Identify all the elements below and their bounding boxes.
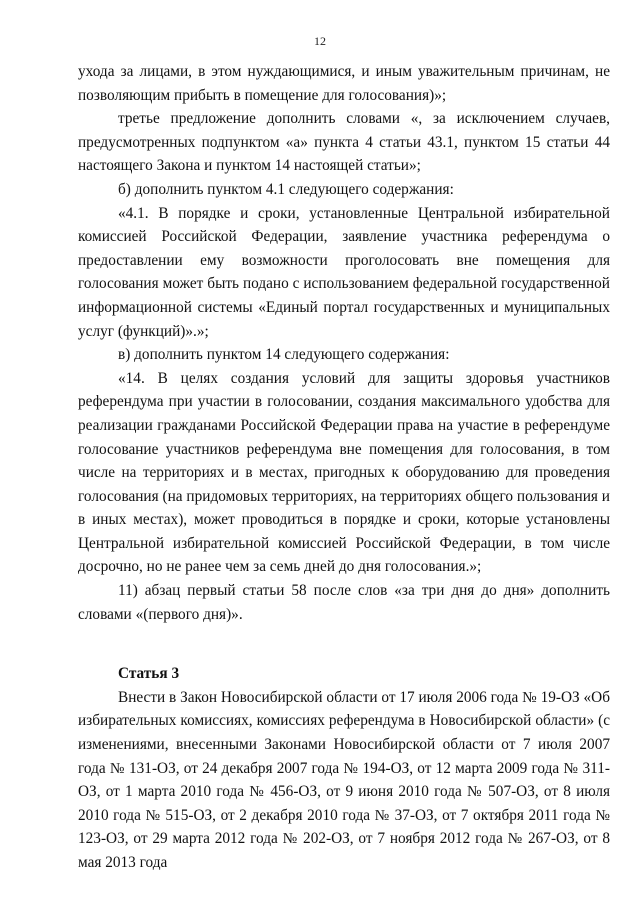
page-number: 12 [314, 34, 326, 48]
paragraph-item-b: б) дополнить пунктом 4.1 следующего содержания: [118, 180, 454, 198]
paragraph-clause-4-1: «4.1. В порядке и сроки, установленные Центральной избирательной комиссией Российской Федерации, заявление участника референдума о предоставлении ему возможности проголосовать вне помещения для голосования может быть подано с использованием федеральной государственной информационной системы «Единый портал государственных и муниципальных услуг (функций)».»; [78, 204, 610, 340]
paragraph-article-3: Внести в Закон Новосибирской области от 17 июля 2006 года № 19-ОЗ «Об избирательных комиссиях, комиссиях референдума в Новосибирской области» (с изменениями, внесенными Законами Новосибирской области от 7 июля 2007 года № 131-ОЗ, от 24 декабря 2007 года № 194-ОЗ, от 12 марта 2009 года № 311-ОЗ, от 1 марта 2010 года № 456-ОЗ, от 9 июня 2010 года № 507-ОЗ, от 8 июля 2010 года № 515-ОЗ, от 2 декабря 2010 года № 37-ОЗ, от 7 октября 2011 года № 123-ОЗ, от 29 марта 2012 года № 202-ОЗ, от 7 ноября 2012 года № 267-ОЗ, от 8 мая 2013 года [78, 688, 610, 871]
paragraph-amendment-sentence: третье предложение дополнить словами «, за исключением случаев, предусмотренных подпунктом «а» пункта 4 статьи 43.1, пунктом 15 статьи 44 настоящего Закона и пунктом 14 настоящей статьи»; [78, 110, 610, 175]
paragraph-item-11: 11) абзац первый статьи 58 после слов «за три дня до дня» дополнить словами «(первого дня)». [78, 582, 610, 623]
paragraph-clause-14: «14. В целях создания условий для защиты здоровья участников референдума при участии в голосовании, создания максимального удобства для реализации гражданами Российской Федерации права на участие в референдуме голосование участников референдума вне помещения для голосования, в том числе на территориях и в местах, пригодных к оборудованию для проведения голосования (на придомовых территориях, на территориях общего пользования и в иных местах), может проводиться в порядке и сроки, которые установлены Центральной избирательной комиссией Российской Федерации, в том числе досрочно, но не ранее чем за семь дней до дня голосования.»; [78, 369, 610, 576]
section-spacer [78, 626, 610, 662]
article-heading: Статья 3 [118, 665, 180, 683]
paragraph-item-v: в) дополнить пунктом 14 следующего содержания: [118, 346, 450, 364]
document-body [78, 60, 610, 875]
paragraph-continuation: ухода за лицами, в этом нуждающимися, и иным уважительным причинам, не позволяющим прибыть в помещение для голосования)»; [78, 63, 610, 104]
